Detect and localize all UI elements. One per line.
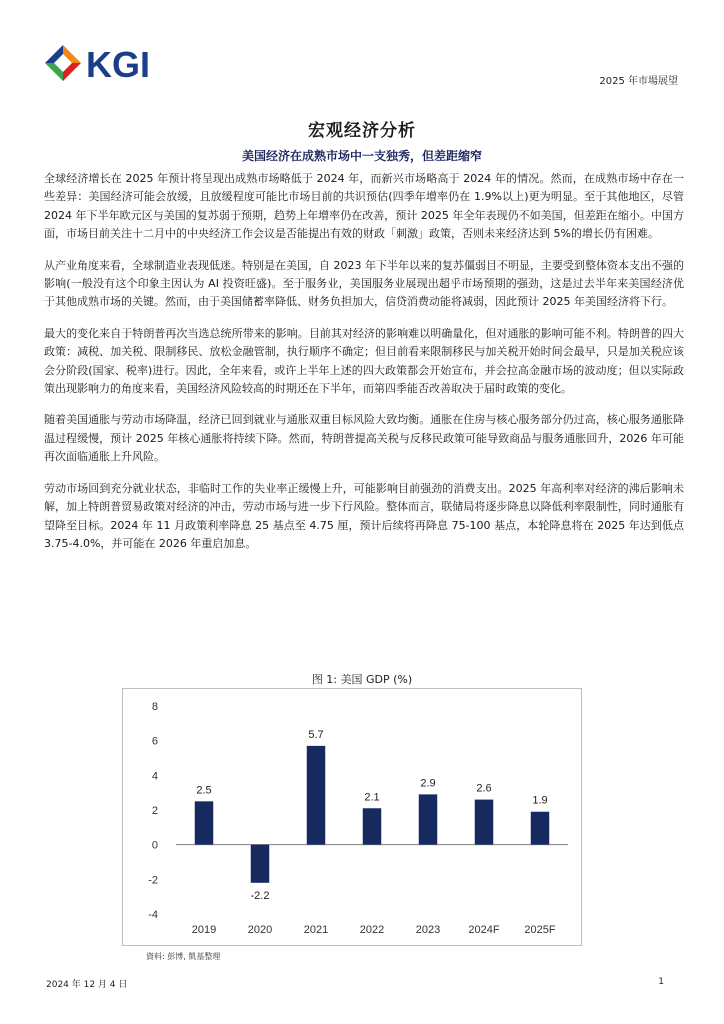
paragraph: 劳动市场回到充分就业状态，非临时工作的失业率正缓慢上升，可能影响目前强劲的消费支出。2025 年高利率对经济的沸后影响未解，加上特朗普贸易政策对经济的冲击，劳动市场与进一步下行风险。整体而言，联储局将逐步降息以降低利率限制性，同时通胀有望降至目标。2024 年 11 月政策利率降息 25 基点至 4.75 厘，预计后续将再降息 75-100 基点，本轮降息将在 2025 年达到低点 3.75-4.0%，并可能在 2026 年重启加息。: [44, 481, 684, 550]
y-tick-label: 8: [151, 701, 158, 713]
bar-2022: [363, 808, 381, 844]
x-tick-label: 2025F: [524, 924, 556, 936]
bar-2021: [307, 746, 325, 845]
footer-date: 2024 年 12 月 4 日: [46, 980, 128, 990]
y-tick-label: 6: [151, 735, 158, 748]
report-tag: 2025 年市場展望: [599, 76, 678, 87]
y-tick-label: 4: [151, 770, 158, 783]
page-subtitle: 美国经济在成熟市场中一支独秀，但差距缩窄: [241, 149, 482, 163]
page-number: 1: [658, 977, 664, 987]
x-tick-label: 2021: [303, 924, 329, 936]
y-tick-label: -2: [148, 874, 158, 887]
source-note: 資料: 彭博, 凱基整理: [146, 952, 221, 961]
paragraph: 全球经济增长在 2025 年预计将呈现出成熟市场略低于 2024 年，而新兴市场略高于 2024 年的情况。然而，在成熟市场中存在一些差异：美国经济可能会放缓，且放缓程度可能比市场目前的共识预估(四季年增率仍在 1.9%以上)更为明显。至于其他地区，尽管 2024 年下半年欧元区与美国的复苏弱于预期，趋势上年增率仍在改善，预计 2025 年全年表现仍不如美国，但差距在缩小。中国方面，市场目前关注十二月中的中央经济工作会议是否能提出有效的财政「刺激」政策，否则未来经济达到 5%的增长仍有困难。: [44, 172, 684, 241]
figure-title: 图 1: 美国 GDP (%): [311, 673, 413, 686]
y-tick-label: -4: [148, 909, 158, 921]
data-label: 2.6: [476, 782, 492, 795]
gdp-chart: [122, 688, 582, 946]
y-tick-label: 2: [151, 805, 158, 817]
kgi-diamond-icon: [45, 45, 81, 81]
bar-2024F: [475, 800, 493, 845]
data-label: 2.9: [420, 777, 436, 790]
bar-2025F: [531, 812, 549, 845]
kgi-logo: [44, 44, 164, 84]
data-label: 5.7: [308, 728, 324, 741]
chart-frame: [123, 689, 582, 946]
data-label: 2.5: [196, 784, 212, 797]
bar-2023: [419, 794, 437, 844]
paragraph: 随着美国通胀与劳动市场降温，经济已回到就业与通胀双重目标风险大致均衡。通胀在住房与核心服务部分仍过高，核心服务通胀降温过程缓慢，预计 2025 年核心通胀将持续下降。然而，特朗普提高关税与反移民政策可能导致商品与服务通胀回升，2026 年可能再次面临通胀上升风险。: [44, 413, 684, 464]
data-label: 1.9: [532, 794, 548, 807]
page-title: 宏观经济分析: [308, 121, 416, 141]
paragraph: 从产业角度来看，全球制造业表现低迷。特别是在美国，自 2023 年下半年以来的复苏僵弱目不明显，主要受到整体资本支出不强的影响(一般没有这个印象主因认为 AI 投资旺盛)。至于服务业，美国服务业展现出超乎市场预期的强劲，这是过去半年来美国经济优于其他成熟市场的关键。然而，由于美国储蓄率降低、财务负担加大，信贷消费动能将减弱，因此预计 2025 年美国经济将下行。: [44, 258, 684, 309]
x-tick-label: 2019: [191, 924, 217, 936]
y-tick-label: 0: [151, 839, 158, 852]
x-tick-label: 2020: [247, 924, 273, 936]
x-tick-label: 2023: [415, 924, 441, 936]
data-label: 2.1: [364, 791, 380, 804]
article-body: [44, 170, 684, 566]
bar-2019: [195, 801, 213, 844]
bar-2020: [251, 845, 269, 883]
data-label: -2.2: [250, 889, 270, 902]
paragraph: 最大的变化来自于特朗普再次当选总统所带来的影响。目前其对经济的影响难以明确量化，但对通胀的影响可能不利。特朗普的四大政策：减税、加关税、限制移民、放松金融管制，执行顺序不确定；但目前看来限制移民与加关税开始时间会最早，只是加关税应该会分阶段(国家、税率)进行。因此，全年来看，或许上半年上述的四大政策都会开始宣布，并会拉高金融市场的波动度；但以实际政策出现影响力的角度来看，美国经济风险较高的时期还在下半年，而第四季能否改善取决于届时政策的变化。: [44, 326, 684, 396]
logo-text: KGI: [86, 44, 151, 84]
x-tick-label: 2022: [359, 924, 385, 936]
x-tick-label: 2024F: [468, 924, 500, 936]
